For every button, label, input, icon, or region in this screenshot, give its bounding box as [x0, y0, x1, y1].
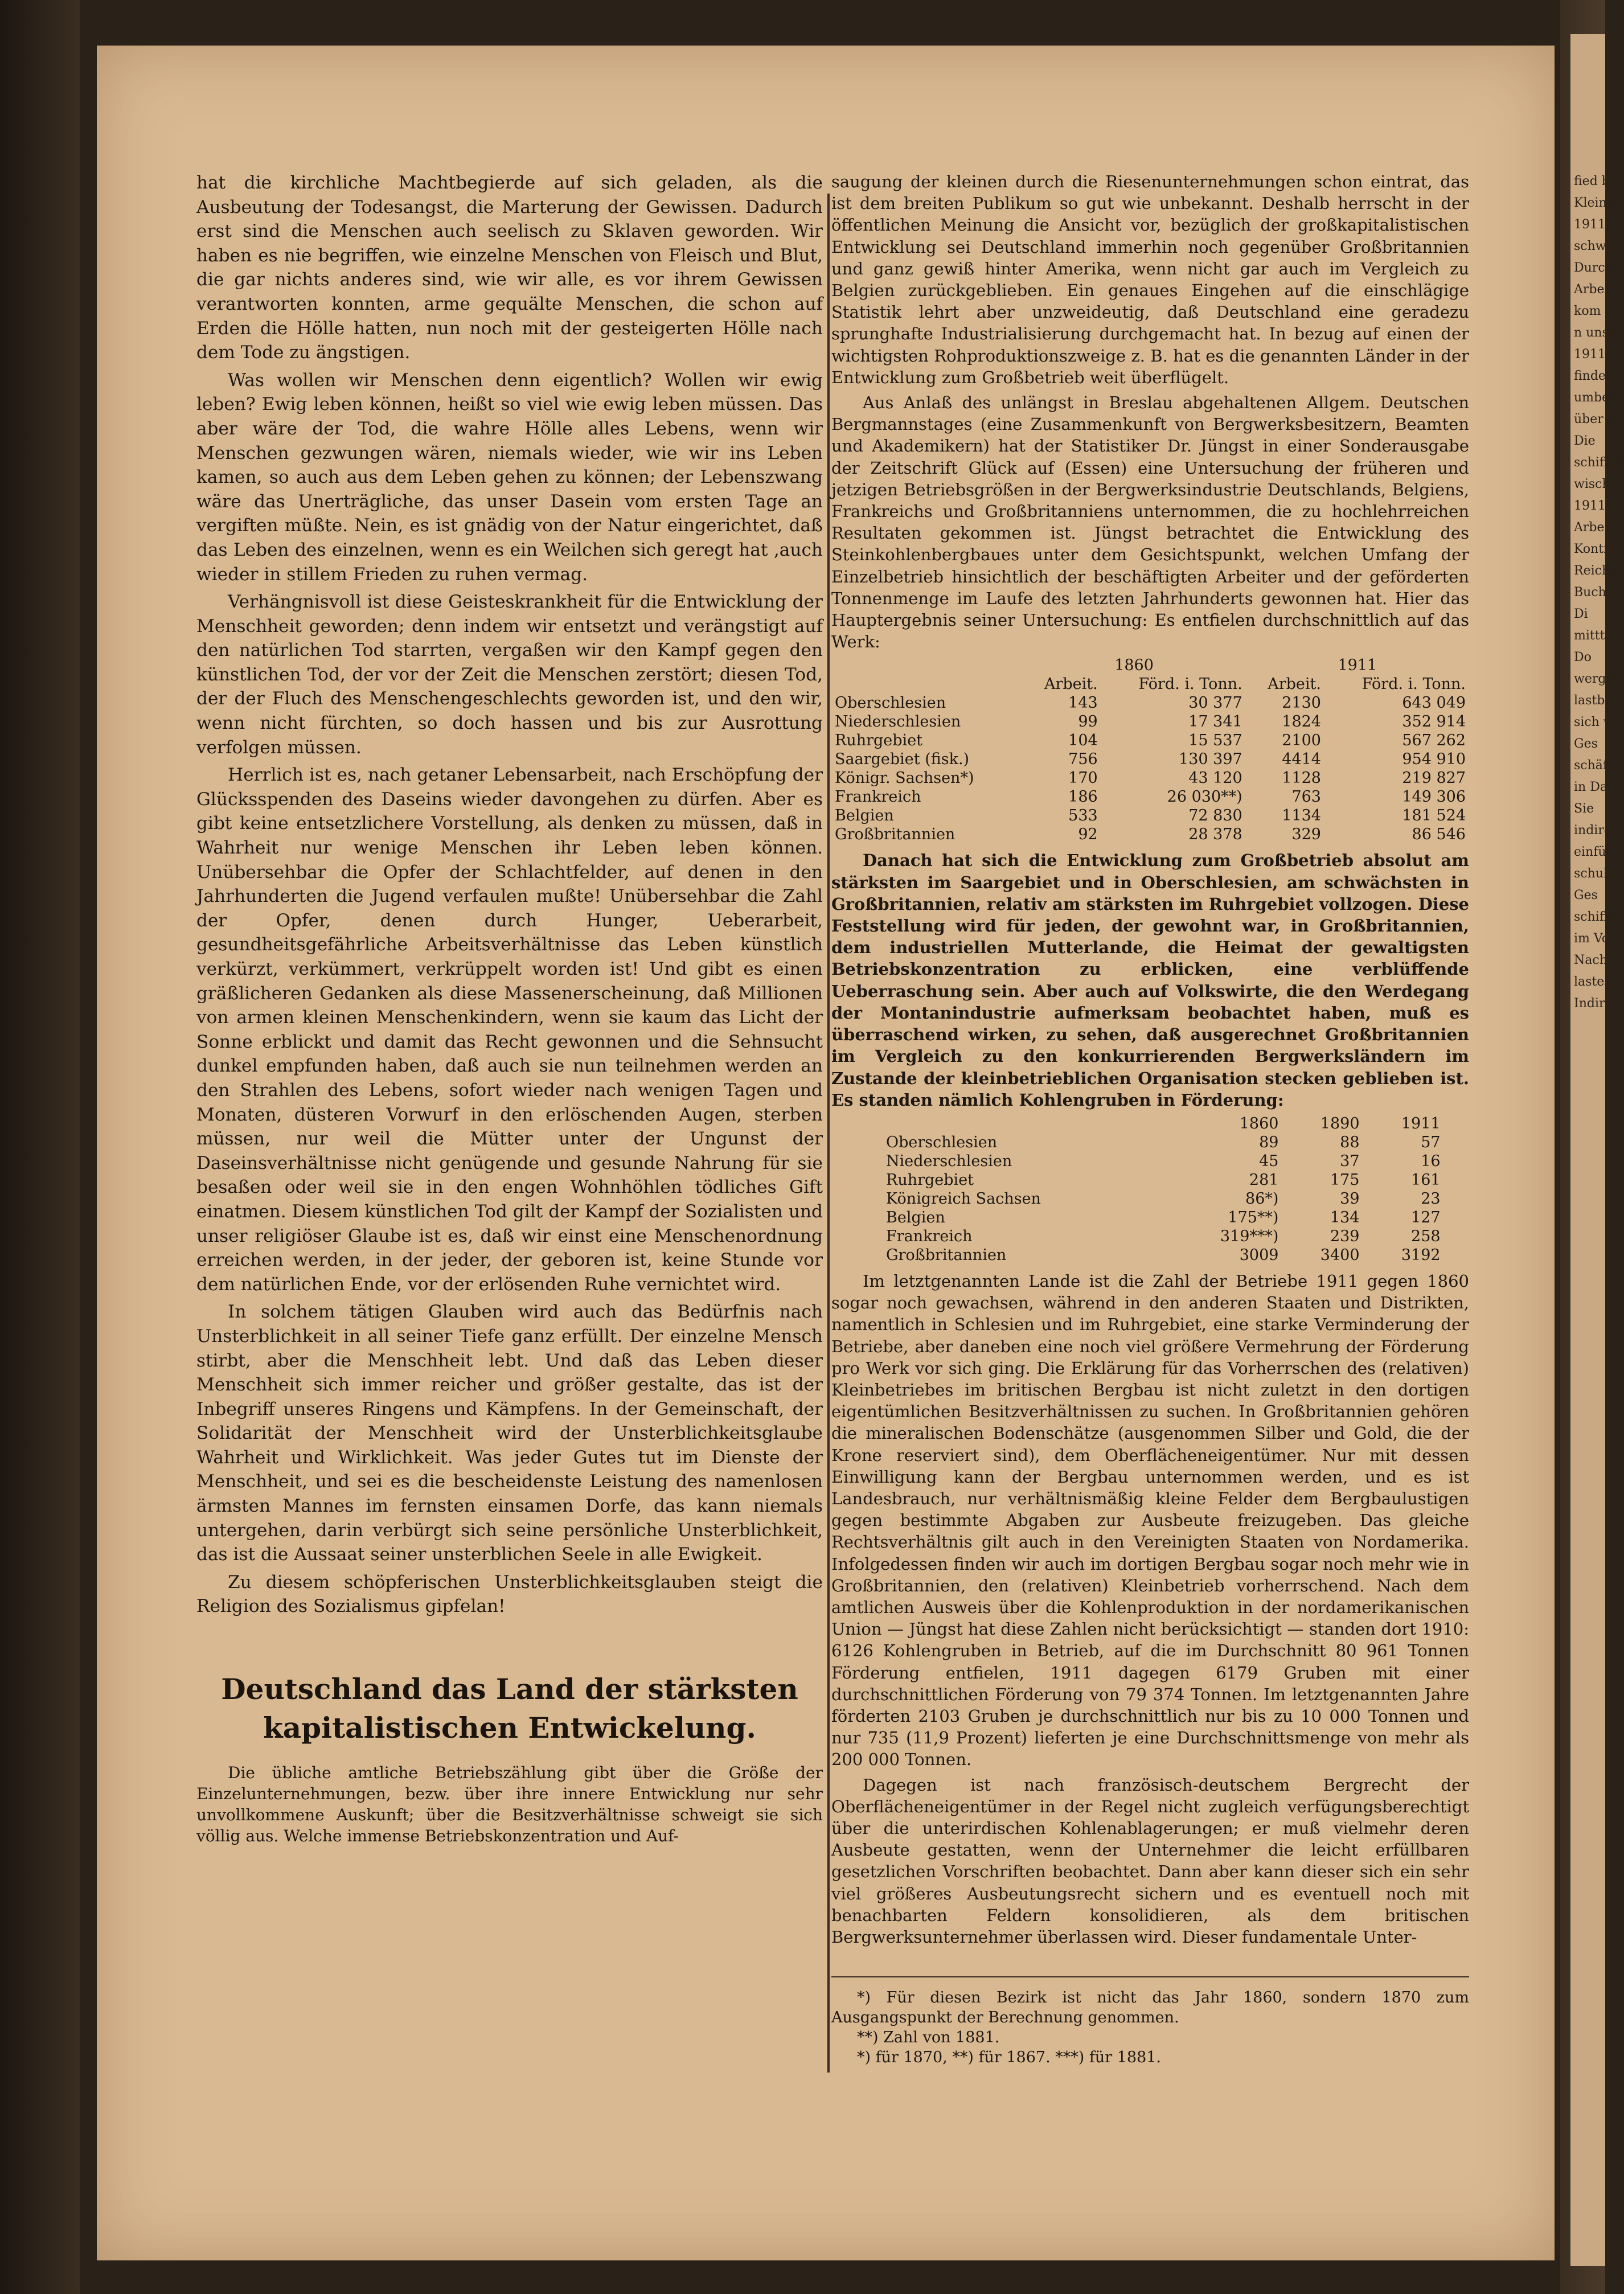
year-header: 1860 [1239, 1114, 1279, 1132]
page-fragment-text: mittt [1574, 629, 1605, 643]
table-cell: 143 [1068, 694, 1098, 712]
adjacent-page-fragment [1570, 34, 1624, 2266]
page-fragment-text: 1911 [1574, 347, 1606, 362]
table-cell: 533 [1068, 807, 1098, 825]
table-cell: 4414 [1282, 750, 1321, 769]
table-row [883, 1189, 1444, 1208]
page-fragment-text: Reichs [1574, 564, 1617, 578]
table-cell: 329 [1291, 826, 1321, 844]
table-row [883, 1152, 1444, 1171]
page-fragment-text: n unse [1574, 326, 1616, 340]
table-row [831, 787, 1469, 806]
region-label: Königr. Sachsen*) [835, 769, 974, 787]
table-cell: 170 [1068, 769, 1098, 787]
coal-mines-table [883, 1114, 1444, 1265]
page-fragment-text: Di [1574, 607, 1588, 621]
paragraph: Verhängnisvoll ist diese Geisteskrankheit für die Entwicklung der Menschheit geworden; denn indem wir entsetzt und verängstigt auf den natürlichen Tod starrten, vergaßen wir den Kampf gegen den künstlichen Tod, der vor der Zeit die Menschen zerstört; diesen Tod, der der Fluch des Menschengeschlechts geworden ist, und den wir, wenn nicht fürchten, so doch hassen und bis zur Ausrottung verfolgen müssen. [196, 592, 823, 758]
book-spine [0, 0, 80, 2294]
footnote: **) Zahl von 1881. [857, 2029, 1000, 2047]
table-cell: 39 [1340, 1189, 1360, 1208]
page-fragment-text: schäftli [1574, 758, 1621, 773]
table-cell: 86 546 [1412, 826, 1466, 844]
table-cell: 3009 [1239, 1246, 1279, 1264]
table-cell: 352 914 [1402, 713, 1466, 731]
page-fragment-text: Indire [1574, 996, 1613, 1011]
table-row [831, 712, 1469, 731]
right-column [831, 171, 1469, 2067]
region-label: Saargebiet (fisk.) [835, 750, 970, 769]
table-cell: 28 378 [1188, 826, 1242, 844]
table-cell: 567 262 [1402, 732, 1466, 750]
paragraph: Aus Anlaß des unlängst in Breslau abgehaltenen Allgem. Deutschen Bergmannstages (eine Zusammenkunft von Bergwerksbesitzern, Beamten und Akademikern) hat der Statistiker Dr. Jüngst in einer Sonderausgabe der Zeitschrift Glück auf (Essen) eine Untersuchung der früheren und jetzigen Betriebsgrößen in der Bergwerksindustrie Deutschlands, Belgiens, Frankreichs und Großbritanniens unternommen, die zu hochlehrreichen Resultaten gekommen ist. Jüngst betrachtet die Entwicklung des Steinkohlenbergbaues unter dem Gesichtspunkt, welchen Umfang der Einzelbetrieb hinsichtlich der beschäftigten Arbeiter und der geförderten Tonnenmenge im Laufe des letzten Jahrhunderts gewonnen hat. Hier das Hauptergebnis seiner Untersuchung: Es entfielen durchschnittlich auf das Werk: [831, 393, 1469, 652]
paragraph: hat die kirchliche Machtbegierde auf sich geladen, als die Ausbeutung der Todesangst, die Marterung der Gewissen. Dadurch erst sind die Menschen auch seelisch zu Sklaven geworden. Wir haben es nie begriffen, wie einzelne Menschen von Fleisch und Blut, die gar nichts anderes sind, wie wir alle, es vor ihrem Gewissen verantworten konnten, arme gequälte Menschen, die schon auf Erden die Hölle hatten, nun noch mit der gesteigerten Hölle nach dem Tode zu ängstigen. [196, 173, 823, 363]
column-header: Arbeit. [1044, 675, 1098, 693]
table-row [883, 1227, 1444, 1246]
footnote: *) Für diesen Bezirk ist nicht das Jahr 1860, sondern 1870 zum Ausgangspunkt der Berechnung genommen. [831, 1989, 1469, 2027]
page-fragment-text: Arbeit [1574, 282, 1614, 297]
page-fragment-text: umbert [1574, 391, 1621, 405]
region-label: Großbritannien [886, 1246, 1007, 1264]
page-fragment-text: schwe [1574, 239, 1614, 253]
year-header: 1911 [1338, 656, 1377, 675]
table-cell: 3192 [1401, 1246, 1441, 1264]
page-fragment-text: Die [1574, 434, 1596, 448]
region-label: Ruhrgebiet [886, 1171, 974, 1189]
table-cell: 239 [1330, 1227, 1360, 1245]
page-fragment-text: sich w [1574, 715, 1614, 729]
column-divider [827, 194, 830, 2073]
page-fragment-text: wisch [1574, 477, 1610, 491]
article-title: Deutschland das Land der stärksten kapitalistischen Entwickelung. [221, 1672, 798, 1745]
mining-statistics-table [831, 656, 1469, 844]
paragraph: saugung der kleinen durch die Riesenunternehmungen schon eintrat, das ist dem breiten Publikum so gut wie unbekannt. Deshalb herrscht in der öffentlichen Meinung die Ansicht vor, bezüglich der großkapitalistischen Entwicklung sei Deutschland immerhin noch gegenüber Großbritannien und ganz gewiß hinter Amerika, wenn nicht gar auch im Vergleich zu Belgien zurückgeblieben. Ein genaues Eingehen auf die einschlägige Statistik lehrt aber unzweideutig, daß Deutschland eine geradezu sprunghafte Industrialisierung durchgemacht hat. In bezug auf einen der wichtigsten Rohproduktionszweige z. B. hat es die genannten Länder in der Entwicklung zum Großbetrieb weit überflügelt. [831, 172, 1469, 387]
article-intro: Die übliche amtliche Betriebszählung gibt über die Größe der Einzelunternehmungen, bezw. über ihre innere Entwicklung nur sehr unvollkommene Auskunft; über die Besitzverhältnisse schweigt sie sich völlig aus. Welche immense Betriebskonzentration und Auf- [196, 1763, 823, 1846]
page-fragment-text: Nachw [1574, 953, 1618, 967]
table-cell: 175 [1330, 1171, 1360, 1189]
page-fragment-text: Sie [1574, 802, 1594, 816]
page-fragment-text: Arbeit [1574, 520, 1614, 535]
table-cell: 643 049 [1402, 694, 1466, 712]
table-cell: 161 [1411, 1171, 1441, 1189]
table-cell: 1824 [1282, 713, 1321, 731]
page-fragment-text: findern [1574, 369, 1620, 383]
table-cell: 1134 [1282, 807, 1321, 825]
region-label: Belgien [886, 1208, 945, 1226]
table-row [883, 1246, 1444, 1265]
year-header: 1890 [1320, 1114, 1360, 1132]
page-fragment-text: lastes [1574, 975, 1611, 989]
table-row [831, 693, 1469, 712]
table-cell: 127 [1411, 1208, 1441, 1226]
page-fragment-text: Kontro [1574, 542, 1617, 556]
table-cell: 26 030**) [1167, 788, 1242, 806]
page-fragment-text: wergeb [1574, 672, 1622, 686]
table-cell: 15 537 [1188, 732, 1242, 750]
page-fragment-text: einfüll [1574, 845, 1614, 859]
table-row [883, 1171, 1444, 1189]
region-label: Königreich Sachsen [886, 1189, 1041, 1208]
table-cell: 219 827 [1402, 769, 1466, 787]
table-row [883, 1133, 1444, 1152]
table-cell: 88 [1340, 1133, 1360, 1151]
table-cell: 45 [1259, 1152, 1279, 1170]
table-row [831, 806, 1469, 825]
table-cell: 23 [1421, 1189, 1441, 1208]
page-fragment-text: indirek [1574, 823, 1619, 838]
table-row [831, 769, 1469, 787]
paragraph: Herrlich ist es, nach getaner Lebensarbeit, nach Erschöpfung der Glücksspenden des Daseins wieder davongehen zu dürfen. Aber es gibt keine entsetzlichere Vorstellung, als denken zu müssen, daß in Wahrheit nur wenige Menschen ihr Leben leben können. Unübersehbar die Opfer der Schlachtfelder, auf denen in den Jahrhunderten die Jugend verfaulen mußte! Unübersehbar die Zahl der Opfer, denen durch Hunger, Ueberarbeit, gesundheitsgefährliche Arbeitsverhältnisse das Leben künstlich verkürzt, verkümmert, verkrüppelt worden ist! Und gibt es einen gräßlicheren Gedanken als diese Massenerscheinung, daß Millionen von armen kleinen Menschenkindern, wenn sie kaum das Licht der Sonne erblickt und damit das Recht gewonnen und die Sehnsucht dunkel empfunden haben, daß auch sie nun teilnehmen werden an den Strahlen des Lebens, sofort wieder nach wenigen Tagen und Monaten, düsteren Vorwurf in den erlöschenden Augen, sterben müssen, nur weil die Mütter unter der Ungunst der Daseinsverhältnisse nicht genügende und gesunde Nahrung für sie besaßen oder weil sie in den engen Wohnhöhlen tödliches Gift einatmen. Diesem künstlichen Tod gilt der Kampf der Sozialisten und unser religiöser Glaube ist es, daß wir einst eine Menschenordnung erreichen werden, in der jeder, der geboren ist, keine Stunde vor dem natürlichen Ende, vor der erlösenden Ruhe vernichtet wird. [196, 765, 823, 1295]
table-cell: 86*) [1245, 1189, 1279, 1208]
region-label: Frankreich [835, 788, 921, 806]
year-header: 1911 [1401, 1114, 1441, 1132]
table-cell: 99 [1078, 713, 1098, 731]
table-cell: 43 120 [1188, 769, 1242, 787]
page-fragment-text: schiffen [1574, 455, 1624, 470]
paragraph: Zu diesem schöpferischen Unsterblichkeitsglauben steigt die Religion des Sozialismus gipfelan! [196, 1571, 823, 1617]
paragraph: Was wollen wir Menschen denn eigentlich? Wollen wir ewig leben? Ewig leben können, heißt so viel wie ewig leben müssen. Das aber wäre der Tod, die wahre Hölle alles Lebens, wenn wir Menschen gezwungen wären, niemals wieder, wie wir ins Leben kamen, so auch aus dem Leben gehen zu können; der Lebenszwang wäre das Unerträgliche, das unser Dasein vom ersten Tage an vergiften müßte. Nein, es ist gnädig von der Natur eingerichtet, daß das Leben des einzelnen, wenn es ein Weilchen sich geregt hat ,auch wieder in stillem Frieden zu ruhen vermag. [196, 370, 823, 585]
year-header: 1860 [1114, 656, 1154, 675]
table-row [831, 825, 1469, 844]
footnotes [831, 1976, 1469, 2067]
table-cell: 186 [1068, 788, 1098, 806]
table-cell: 281 [1249, 1171, 1279, 1189]
page-fragment-text: schiffe [1574, 910, 1616, 924]
region-label: Belgien [835, 807, 894, 825]
page-fragment-text: lastbar [1574, 693, 1618, 708]
region-label: Oberschlesien [835, 694, 946, 712]
column-header: Förd. i. Tonn. [1138, 675, 1242, 693]
region-label: Niederschlesien [835, 713, 961, 731]
table-cell: 3400 [1320, 1246, 1360, 1264]
table-cell: 181 524 [1402, 807, 1466, 825]
table-cell: 30 377 [1188, 694, 1242, 712]
region-label: Frankreich [886, 1227, 973, 1245]
page-fragment-text: im Vo [1574, 931, 1610, 946]
region-label: Oberschlesien [886, 1133, 998, 1151]
table-cell: 954 910 [1402, 750, 1466, 769]
paragraph: In solchem tätigen Glauben wird auch das Bedürfnis nach Unsterblichkeit in all seiner Tiefe ganz erfüllt. Der einzelne Mensch stirbt, aber die Menschheit lebt. Und daß das Leben dieser Menschheit sich immer reicher und größer gestalte, das ist der Inbegriff unseres Ringens und Kämpfens. In der Gemeinschaft, der Solidarität der Menschheit wird der Unsterblichkeitsglaube Wahrheit und Wirklichkeit. Was jeder Gutes tut im Dienste der Menschheit, und sei es die bescheidenste Leistung des namenlosen ärmsten Mannes im fernsten einsamen Dorfe, das kann niemals untergehen, darin verbürgt sich seine persönliche Unsterblichkeit, das ist die Aussaat seiner unsterblichen Seele in alle Ewigkeit. [196, 1302, 823, 1565]
table-cell: 104 [1068, 732, 1098, 750]
page-fragment-text: 1911 [1574, 499, 1606, 513]
footnote: *) für 1870, **) für 1867. ***) für 1881. [857, 2049, 1162, 2067]
region-label: Niederschlesien [886, 1152, 1012, 1170]
table-cell: 258 [1411, 1227, 1441, 1245]
table-cell: 2100 [1282, 732, 1321, 750]
page-fragment-text: Ges [1574, 888, 1598, 902]
table-cell: 319***) [1220, 1227, 1279, 1245]
table-cell: 756 [1068, 750, 1098, 769]
paragraph: Danach hat sich die Entwicklung zum Großbetrieb absolut am stärksten im Saargebiet und in Oberschlesien, am schwächsten in Großbritannien, relativ am stärksten im Ruhrgebiet vollzogen. Diese Feststellung wird für jeden, der gewohnt war, in Großbritannien, dem industriellen Mutterlande, die Heimat der gewaltigsten Betriebskonzentration zu erblicken, eine verblüffende Ueberraschung sein. Aber auch auf Volkswirte, die den Werdegang der Montanindustrie aufmerksam beobachtet haben, muß es überraschend wirken, zu sehen, daß ausgerechnet Großbritannien im Vergleich zu den konkurrierenden Bergwerksländern im Zustande der kleinbetrieblichen Organisation stecken geblieben ist. Es standen nämlich Kohlengruben in Förderung: [831, 851, 1469, 1110]
table-cell: 57 [1421, 1133, 1441, 1151]
page-fragment-text: schuld [1574, 867, 1616, 881]
page-fragment-text: Ges [1574, 737, 1598, 751]
table-cell: 149 306 [1402, 788, 1466, 806]
table-cell: 72 830 [1188, 807, 1242, 825]
column-header: Förd. i. Tonn. [1361, 675, 1466, 693]
left-column [196, 171, 823, 1850]
table-cell: 175**) [1228, 1208, 1279, 1226]
page-fragment-text: Kleinb [1574, 196, 1615, 210]
column-header: Arbeit. [1268, 675, 1321, 693]
paragraph: Im letztgenannten Lande ist die Zahl der Betriebe 1911 gegen 1860 sogar noch gewachsen, während in den anderen Staaten und Distrikten, namentlich in Schlesien und im Ruhrgebiet, eine starke Verminderung der Betriebe, aber daneben eine noch viel größere Vermehrung der Förderung pro Werk vor sich ging. Die Erklärung für das Vorherrschen des (relativen) Kleinbetriebes im britischen Bergbau ist nicht zuletzt in den dortigen eigentümlichen Besitzverhältnissen zu suchen. In Großbritannien gehören die mineralischen Bodenschätze (ausgenommen Silber und Gold, die der Krone reserviert sind), dem Oberflächeneigentümer. Nur mit dessen Einwilligung kann der Bergbau unternommen werden, und es ist Landesbrauch, nur verhältnismäßig kleine Felder dem Bergbaulustigen gegen bestimmte Abgaben zur Ausbeute freizugeben. Das gleiche Rechtsverhältnis gilt auch in den Vereinigten Staaten von Nordamerika. Infolgedessen finden wir auch im dortigen Bergbau sogar noch mehr wie in Großbritannien, den (relativen) Kleinbetrieb vorherrschend. Nach dem amtlichen Ausweis über die Kohlenproduktion in der nordamerikanischen Union — Jüngst hat diese Zahlen nicht berücksichtigt — standen dort 1910: 6126 Kohlengruben in Betrieb, auf die im Durchschnitt 80 961 Tonnen Förderung entfielen, 1911 dagegen 6179 Gruben mit einer durchschnittlichen Förderung von 79 374 Tonnen. Im letztgenannten Jahre förderten 2103 Gruben je durchschnittlich nur bis zu 10 000 Tonnen und nur 735 (11,9 Prozent) lieferten je eine Durchschnittsmenge von mehr als 200 000 Tonnen. [831, 1271, 1469, 1770]
table-row [831, 750, 1469, 769]
page-fragment-text: Do [1574, 650, 1592, 664]
page-fragment-text: in Da [1574, 780, 1607, 794]
table-row [831, 731, 1469, 750]
table-cell: 17 341 [1188, 713, 1242, 731]
region-label: Ruhrgebiet [835, 732, 923, 750]
page-fragment-text: fied bi [1574, 174, 1614, 188]
page-fragment-text: kom be [1574, 304, 1621, 318]
table-cell: 92 [1078, 826, 1098, 844]
table-cell: 134 [1330, 1208, 1360, 1226]
page-fragment-text: Buch [1574, 585, 1606, 600]
paragraph: Dagegen ist nach französisch-deutschem Bergrecht der Oberflächeneigentümer in der Regel nicht zugleich verfügungsberechtigt über die unterirdischen Kohlenablagerungen; er muß vielmehr deren Ausbeute gestatten, wenn der Unternehmer die leicht erfüllbaren gesetzlichen Vorschriften beobachtet. Dann aber kann dieser sich ein sehr viel größeres Ausbeutungsrecht sichern und es eventuell noch mit benachbarten Feldern konsolidieren, als dem britischen Bergwerksunternehmer überlassen wird. Dieser fundamentale Unter- [831, 1775, 1469, 1947]
table-cell: 130 397 [1179, 750, 1242, 769]
table-cell: 1128 [1282, 769, 1321, 787]
table-cell: 89 [1259, 1133, 1279, 1151]
table-cell: 763 [1291, 788, 1321, 806]
table-cell: 2130 [1282, 694, 1321, 712]
page-fragment-text: über 80 [1574, 412, 1623, 426]
table-cell: 16 [1421, 1152, 1441, 1170]
page-fragment-text: Durchs [1574, 261, 1620, 275]
page-fragment-text: 1911 [1574, 218, 1606, 232]
table-cell: 37 [1340, 1152, 1360, 1170]
region-label: Großbritannien [835, 826, 955, 844]
table-row [883, 1208, 1444, 1227]
